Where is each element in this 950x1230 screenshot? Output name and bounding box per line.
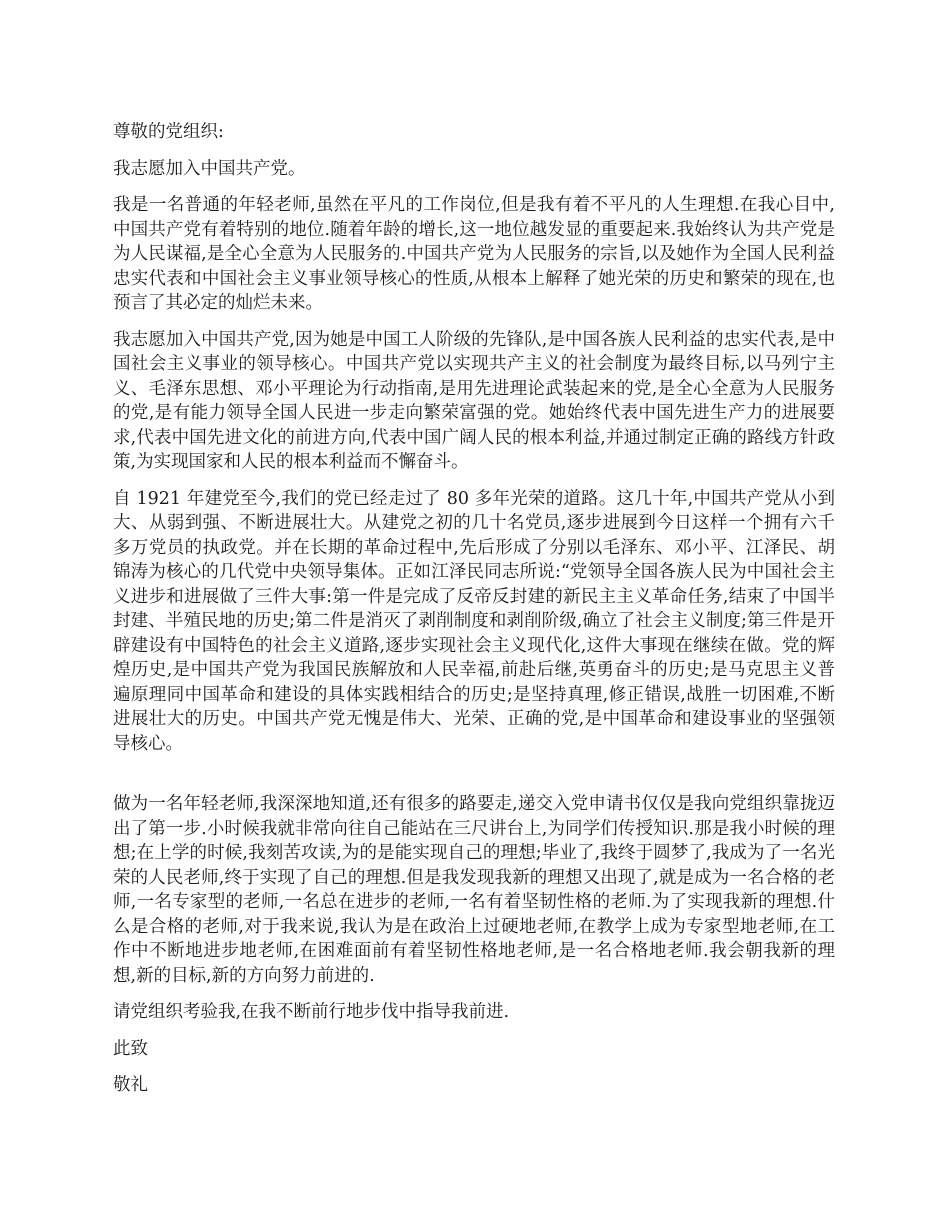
letter-page (113, 120, 835, 1110)
closing-jingli: 敬礼 (113, 1075, 148, 1095)
paragraph-gap (113, 768, 835, 792)
intro-sentence: 我志愿加入中国共产党。 (113, 158, 306, 179)
salutation: 尊敬的党组织: (113, 122, 224, 142)
paragraph-request: 请党组织考验我,在我不断前行地步伐中指导我前进. (113, 1002, 510, 1022)
paragraph-teacher: 做为一名年轻老师,我深深地知道,还有很多的路要走,递交入党申请书仅仅是我向党组织靠拢迈出了第一步.小时候我就非常向往自己能站在三尺讲台上,为同学们传授知识.那是我小时候的理想;在上学的时候,我刻苦攻读,为的是能实现自己的理想;毕业了,我终于圆梦了,我成为了一名光荣的人民老师,终于实现了自己的理想.但是我发现我新的理想又出现了,就是成为一名合格的老师,一名专家型的老师,一名总在进步的老师,一名有着坚韧性格的老师.为了实现我新的理想.什么是合格的老师,对于我来说,我认为是在政治上过硬地老师,在教学上成为专家型地老师,在工作中不断地进步地老师,在困难面前有着坚韧性格地老师,是一名合格地老师.我会朝我新的理想,新的目标,新的方向努力前进的. (113, 794, 835, 986)
closing-cizhi: 此致 (113, 1038, 148, 1059)
paragraph-history: 自 1921 年建党至今,我们的党已经走过了 80 多年光荣的道路。这几十年,中国共产党从小到大、从弱到强、不断进展壮大。从建党之初的几十名党员,逐步进展到今日这样一个拥有六千多万党员的执政党。并在长期的革命过程中,先后形成了分别以毛泽东、邓小平、江泽民、胡锦涛为核心的几代党中央领导集体。正如江泽民同志所说:“党领导全国各族人民为中国社会主义进步和进展做了三件大事:第一件是完成了反帝反封建的新民主主义革命任务,结束了中国半封建、半殖民地的历史;第二件是消灭了剥削制度和剥削阶级,确立了社会主义制度;第三件是开辟建设有中国特色的社会主义道路,逐步实现社会主义现代化,这件大事现在继续在做。党的辉煌历史,是中国共产党为我国民族解放和人民幸福,前赴后继,英勇奋斗的历史;是马克思主义普遍原理同中国革命和建设的具体实践相结合的历史;是坚持真理,修正错误,战胜一切困难,不断进展壮大的历史。中国共产党无愧是伟大、光荣、正确的党,是中国革命和建设事业的坚强领导核心。 (113, 488, 835, 754)
paragraph-ideal: 我是一名普通的年轻老师,虽然在平凡的工作岗位,但是我有着不平凡的人生理想.在我心目中,中国共产党有着特别的地位.随着年龄的增长,这一地位越发显的重要起来.我始终认为共产党是为人民谋福,是全心全意为人民服务的.中国共产党为人民服务的宗旨,以及她作为全国人民利益忠实代表和中国社会主义事业领导核心的性质,从根本上解释了她光荣的历史和繁荣的现在,也预言了其必定的灿烂未来。 (113, 195, 835, 313)
paragraph-reasons: 我志愿加入中国共产党,因为她是中国工人阶级的先锋队,是中国各族人民利益的忠实代表,是中国社会主义事业的领导核心。中国共产党以实现共产主义的社会制度为最终目标,以马列宁主义、毛泽东思想、邓小平理论为行动指南,是用先进理论武装起来的党,是全心全意为人民服务的党,是有能力领导全国人民进一步走向繁荣富强的党。她始终代表中国先进生产力的进展要求,代表中国先进文化的前进方向,代表中国广阔人民的根本利益,并通过制定正确的路线方针政策,为实现国家和人民的根本利益而不懈奋斗。 (113, 329, 835, 472)
